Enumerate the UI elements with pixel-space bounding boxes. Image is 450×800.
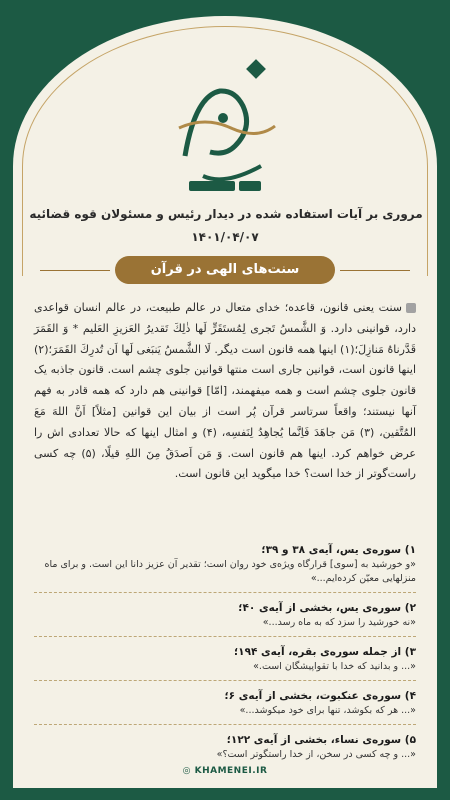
- divider: [34, 592, 416, 594]
- ribbon-line-right: [340, 270, 410, 271]
- reference-item: [34, 543, 416, 586]
- reference-title: ۳) از جمله سوره‌ی بقره، آیه‌ی ۱۹۴؛: [233, 646, 416, 658]
- site-footer: [0, 766, 450, 776]
- reference-quote: «... هر که بکوشد، تنها برای خود میکوشد...»: [239, 705, 416, 716]
- reference-quote: «نه خورشید را سزد که به ماه رسد...»: [262, 617, 416, 628]
- reference-item: [34, 733, 416, 762]
- page-title: مروری بر آیات استفاده شده در دیدار رئیس و مسئولان قوه قضائیه: [29, 207, 423, 221]
- divider: [34, 680, 416, 682]
- reference-quote: «... و چه کسی در سخن، از خدا راستگوتر است؟»: [216, 749, 416, 760]
- reference-title: ۴) سوره‌ی عنکبوت، بخشی از آیه‌ی ۶؛: [224, 690, 416, 702]
- reference-title: ۲) سوره‌ی یس، بخشی از آیه‌ی ۴۰؛: [238, 602, 416, 614]
- section-title: سنت‌های الهی در قرآن: [150, 262, 300, 277]
- references-list: [34, 543, 416, 768]
- bullet-icon: [406, 303, 416, 313]
- paragraph-text: سنت یعنی قانون، قاعده؛ خدای متعال در عالم طبیعت، در عالم انسان قواعدی دارد، قوانینی دارد. وَ الشَّمسُ تَجری لِمُستَقَرٍّ لَها ذٰلِكَ تَقديرُ العَزيزِ العَليم * وَ القَمَرَ قَدَّرناهُ مَنازِلَ؛(۱) اینها همه قانون است دیگر. لَا الشَّمسُ يَنبَغی لَها اَن تُدرِكَ القَمَرَ؛(۲) اینها قانون است، قوانین جاری است منتها قوانین جلوی چشم است. قانون جاذبه یک قانون جلوی چشم است و همه میفهمند، [امّا] قوانینی هم دارد که همه قادر به فهم آنها نیستند؛ واقعاً سرتاسر قرآن پُر است از بیان این قوانین [مثلاً] اَنَّ اللهَ مَعَ المُتَّقين، (۳) مَن جاهَدَ فَاِنَّما يُجاهِدُ لِنَفسِه، (۴) و امثال اینها که حالا تعدادی اش را عرض خواهم کرد. اینها هم قانون است. وَ مَن اَصدَقُ مِنَ اللهِ قيلًا، (۵) چه کسی راست‌گوتر از خدا است؟ خدا میگوید این قانون است.: [34, 301, 416, 481]
- ribbon-line-left: [40, 270, 110, 271]
- reference-item: [34, 645, 416, 674]
- page-date: ۱۴۰۱/۰۴/۰۷: [191, 230, 259, 244]
- reference-item: [34, 689, 416, 718]
- site-name: KHAMENEI.IR: [194, 766, 268, 776]
- divider: [34, 636, 416, 638]
- calligraphy-logo: [165, 56, 289, 196]
- reference-quote: «و خورشید به [سوی] قرارگاه ویژه‌ی خود روان است؛ تقدیر آن عزیز دانا این است. و برای ماه منزلهایی معیّن کرده‌ایم...»: [44, 559, 416, 584]
- divider: [34, 724, 416, 726]
- reference-quote: «... و بدانید که خدا با تقواپیشگان است.»: [253, 661, 416, 672]
- reference-title: ۵) سوره‌ی نساء، بخشی از آیه‌ی ۱۲۲؛: [226, 734, 416, 746]
- section-ribbon: [40, 256, 410, 284]
- site-logo-icon: ◎: [182, 766, 191, 776]
- reference-item: [34, 601, 416, 630]
- main-paragraph: [34, 298, 416, 485]
- reference-title: ۱) سوره‌ی یس، آیه‌ی ۳۸ و ۳۹؛: [261, 544, 416, 556]
